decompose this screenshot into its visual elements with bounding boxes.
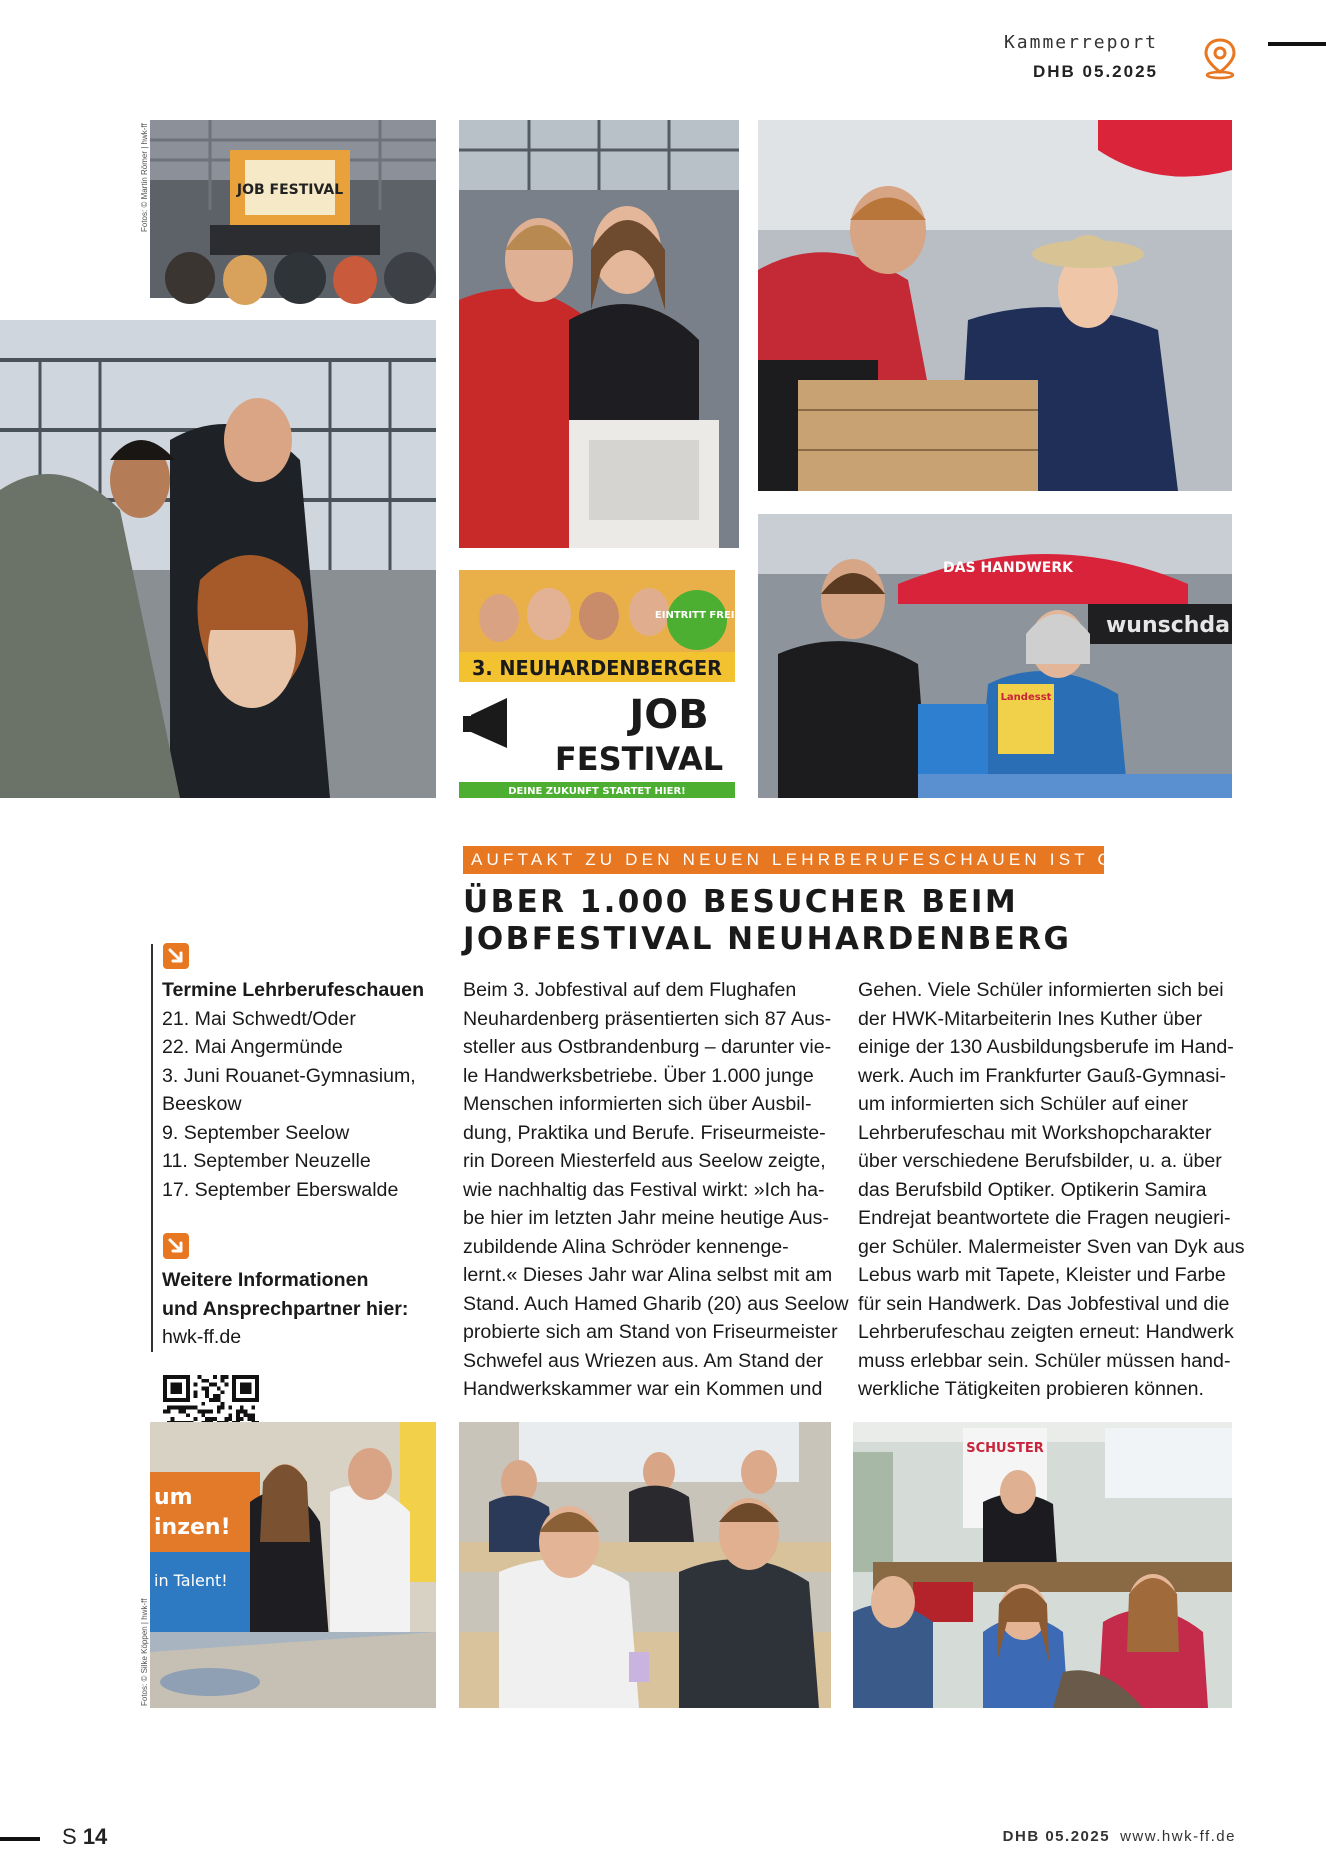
text-line: werk. Auch im Frankfurter Gauß-Gymnasi- <box>858 1064 1227 1087</box>
text-line: einige der 130 Ausbildungsberufe im Hand- <box>858 1036 1234 1058</box>
footer-url[interactable]: www.hwk-ff.de <box>1120 1828 1236 1845</box>
poster-tagline: DEINE ZUKUNFT STARTET HIER! <box>508 786 686 797</box>
sidebar-info <box>162 1266 408 1352</box>
text-line: Beim 3. Jobfestival auf dem Flughafen <box>463 979 797 1001</box>
text-line: Gehen. Viele Schüler informierten sich bei <box>858 979 1224 1001</box>
article-column-1 <box>463 976 849 1404</box>
text-line: um informierten sich Schüler auf einer <box>858 1093 1188 1115</box>
poster-text-2: inzen! <box>154 1515 231 1540</box>
text-line: le Handwerksbetriebe. Über 1.000 junge <box>463 1064 814 1087</box>
text-line: probierte sich am Stand von Friseurmeister <box>463 1321 838 1343</box>
poster-line1: 3. NEUHARDENBERGER <box>472 656 722 680</box>
headline-line-1: ÜBER 1.000 BESUCHER BEIM <box>463 884 1019 920</box>
photo-classroom-students <box>459 1422 831 1708</box>
date-item: 21. Mai Schwedt/Oder <box>162 1007 356 1030</box>
text-line: Lebus warb mit Tapete, Kleister und Farbe <box>858 1264 1226 1286</box>
poster-line2: JOB <box>629 692 709 738</box>
date-item: 11. September Neuzelle <box>162 1150 371 1172</box>
page-number <box>62 1824 107 1850</box>
arrow-down-right-icon <box>163 943 189 969</box>
article-headline <box>463 884 1103 958</box>
text-line: ger Schüler. Malermeister Sven van Dyk aus <box>858 1235 1245 1258</box>
text-line: dung, Praktika und Berufe. Friseurmeiste- <box>463 1121 826 1144</box>
sidebar-dates <box>162 976 424 1204</box>
photo-stage <box>150 120 436 298</box>
footer-right <box>1003 1828 1236 1845</box>
text-line: werkliche Tätigkeiten probieren können. <box>858 1378 1204 1400</box>
text-line: muss erlebbar sein. Schüler müssen hand- <box>858 1349 1231 1372</box>
text-line: be hier im letzten Jahr meine heutige Aus- <box>463 1207 829 1229</box>
issue-label: DHB 05.2025 <box>1032 62 1158 81</box>
photo-two-girls <box>459 120 739 548</box>
text-line: Menschen informierten sich über Ausbil- <box>463 1093 812 1115</box>
text-line: Handwerkskammer war ein Kommen und <box>463 1378 823 1400</box>
date-item: 9. September Seelow <box>162 1121 350 1144</box>
text-line: wie nachhaltig das Festival wirkt: »Ich ha- <box>463 1178 825 1201</box>
date-item: 3. Juni Rouanet-Gymnasium, <box>162 1064 416 1087</box>
umbrella-text: DAS HANDWERK <box>943 560 1073 576</box>
photo-carpentry <box>758 120 1232 491</box>
headline-line-2: JOBFESTIVAL NEUHARDENBERG <box>463 921 1072 957</box>
stage-banner-text: JOB FESTIVAL <box>236 182 344 198</box>
text-line: Neuhardenberg präsentierten sich 87 Aus- <box>463 1007 832 1030</box>
section-title: Kammerreport <box>1003 32 1158 53</box>
text-line: Lehrberufeschau mit Workshopcharakter <box>858 1121 1212 1144</box>
page-number-value: 14 <box>82 1824 108 1849</box>
article-column-2 <box>858 976 1245 1404</box>
location-pin-icon <box>1200 36 1240 80</box>
sidebar-rule <box>151 944 153 1352</box>
poster-text-1: um <box>154 1485 193 1510</box>
classroom-sign-text: SCHUSTER <box>966 1441 1044 1456</box>
text-line: rin Doreen Miesterfeld aus Seelow zeigte, <box>463 1150 826 1172</box>
photo-jobfestival-poster <box>459 570 740 798</box>
booth-text: wunschda <box>1105 613 1231 638</box>
date-item: 17. September Eberswalde <box>162 1178 399 1201</box>
text-line: der HWK-Mitarbeiterin Ines Kuther über <box>858 1007 1203 1030</box>
photo-handwerk-booth <box>758 514 1232 798</box>
page-prefix: S <box>62 1824 77 1849</box>
header-rule <box>1268 42 1326 46</box>
photo-credit-bottom: Fotos: © Silke Köppen | hwk-ff <box>140 1598 149 1706</box>
text-line: Schwefel aus Wriezen aus. Am Stand der <box>463 1349 824 1372</box>
text-line: Stand. Auch Hamed Gharib (20) aus Seelow <box>463 1292 849 1315</box>
footer-issue: DHB 05.2025 <box>1002 1828 1111 1845</box>
text-line: für sein Handwerk. Das Jobfestival und die <box>858 1292 1230 1315</box>
text-line: Lehrberufeschau zeigten erneut: Handwerk <box>858 1321 1234 1343</box>
info-link[interactable]: hwk-ff.de <box>162 1326 242 1348</box>
magazine-text: Landesst <box>1000 692 1052 703</box>
poster-badge: EINTRITT FREI! <box>654 610 740 621</box>
photo-painting-workshop <box>150 1422 436 1708</box>
poster-text-3: in Talent! <box>154 1571 228 1590</box>
info-title-2: und Ansprechpartner hier: <box>162 1297 409 1320</box>
photo-credit-top: Fotos: © Martin Römer | hwk-ff <box>140 123 149 232</box>
text-line: über verschiedene Berufsbilder, u. a. über <box>858 1150 1222 1172</box>
dates-title: Termine Lehrberufeschauen <box>162 979 425 1001</box>
date-item: Beeskow <box>162 1093 242 1115</box>
poster-line3: FESTIVAL <box>554 740 724 778</box>
text-line: das Berufsbild Optiker. Optikerin Samira <box>858 1178 1207 1201</box>
text-line: zubildende Alina Schröder kennenge- <box>463 1235 789 1258</box>
article-kicker: AUFTAKT ZU DEN NEUEN LEHRBERUFESCHAUEN IST GEMACHT <box>463 846 1104 874</box>
arrow-down-right-icon <box>163 1233 189 1259</box>
text-line: steller aus Ostbrandenburg – darunter vie- <box>463 1036 832 1058</box>
footer-rule <box>0 1837 40 1841</box>
photo-optician-classroom <box>853 1422 1232 1708</box>
photo-hairdresser <box>0 320 436 798</box>
info-title-1: Weitere Informationen <box>162 1269 369 1291</box>
text-line: Endrejat beantwortete die Fragen neugieri- <box>858 1207 1231 1229</box>
text-line: lernt.« Dieses Jahr war Alina selbst mit am <box>463 1264 833 1286</box>
date-item: 22. Mai Angermünde <box>162 1036 343 1058</box>
